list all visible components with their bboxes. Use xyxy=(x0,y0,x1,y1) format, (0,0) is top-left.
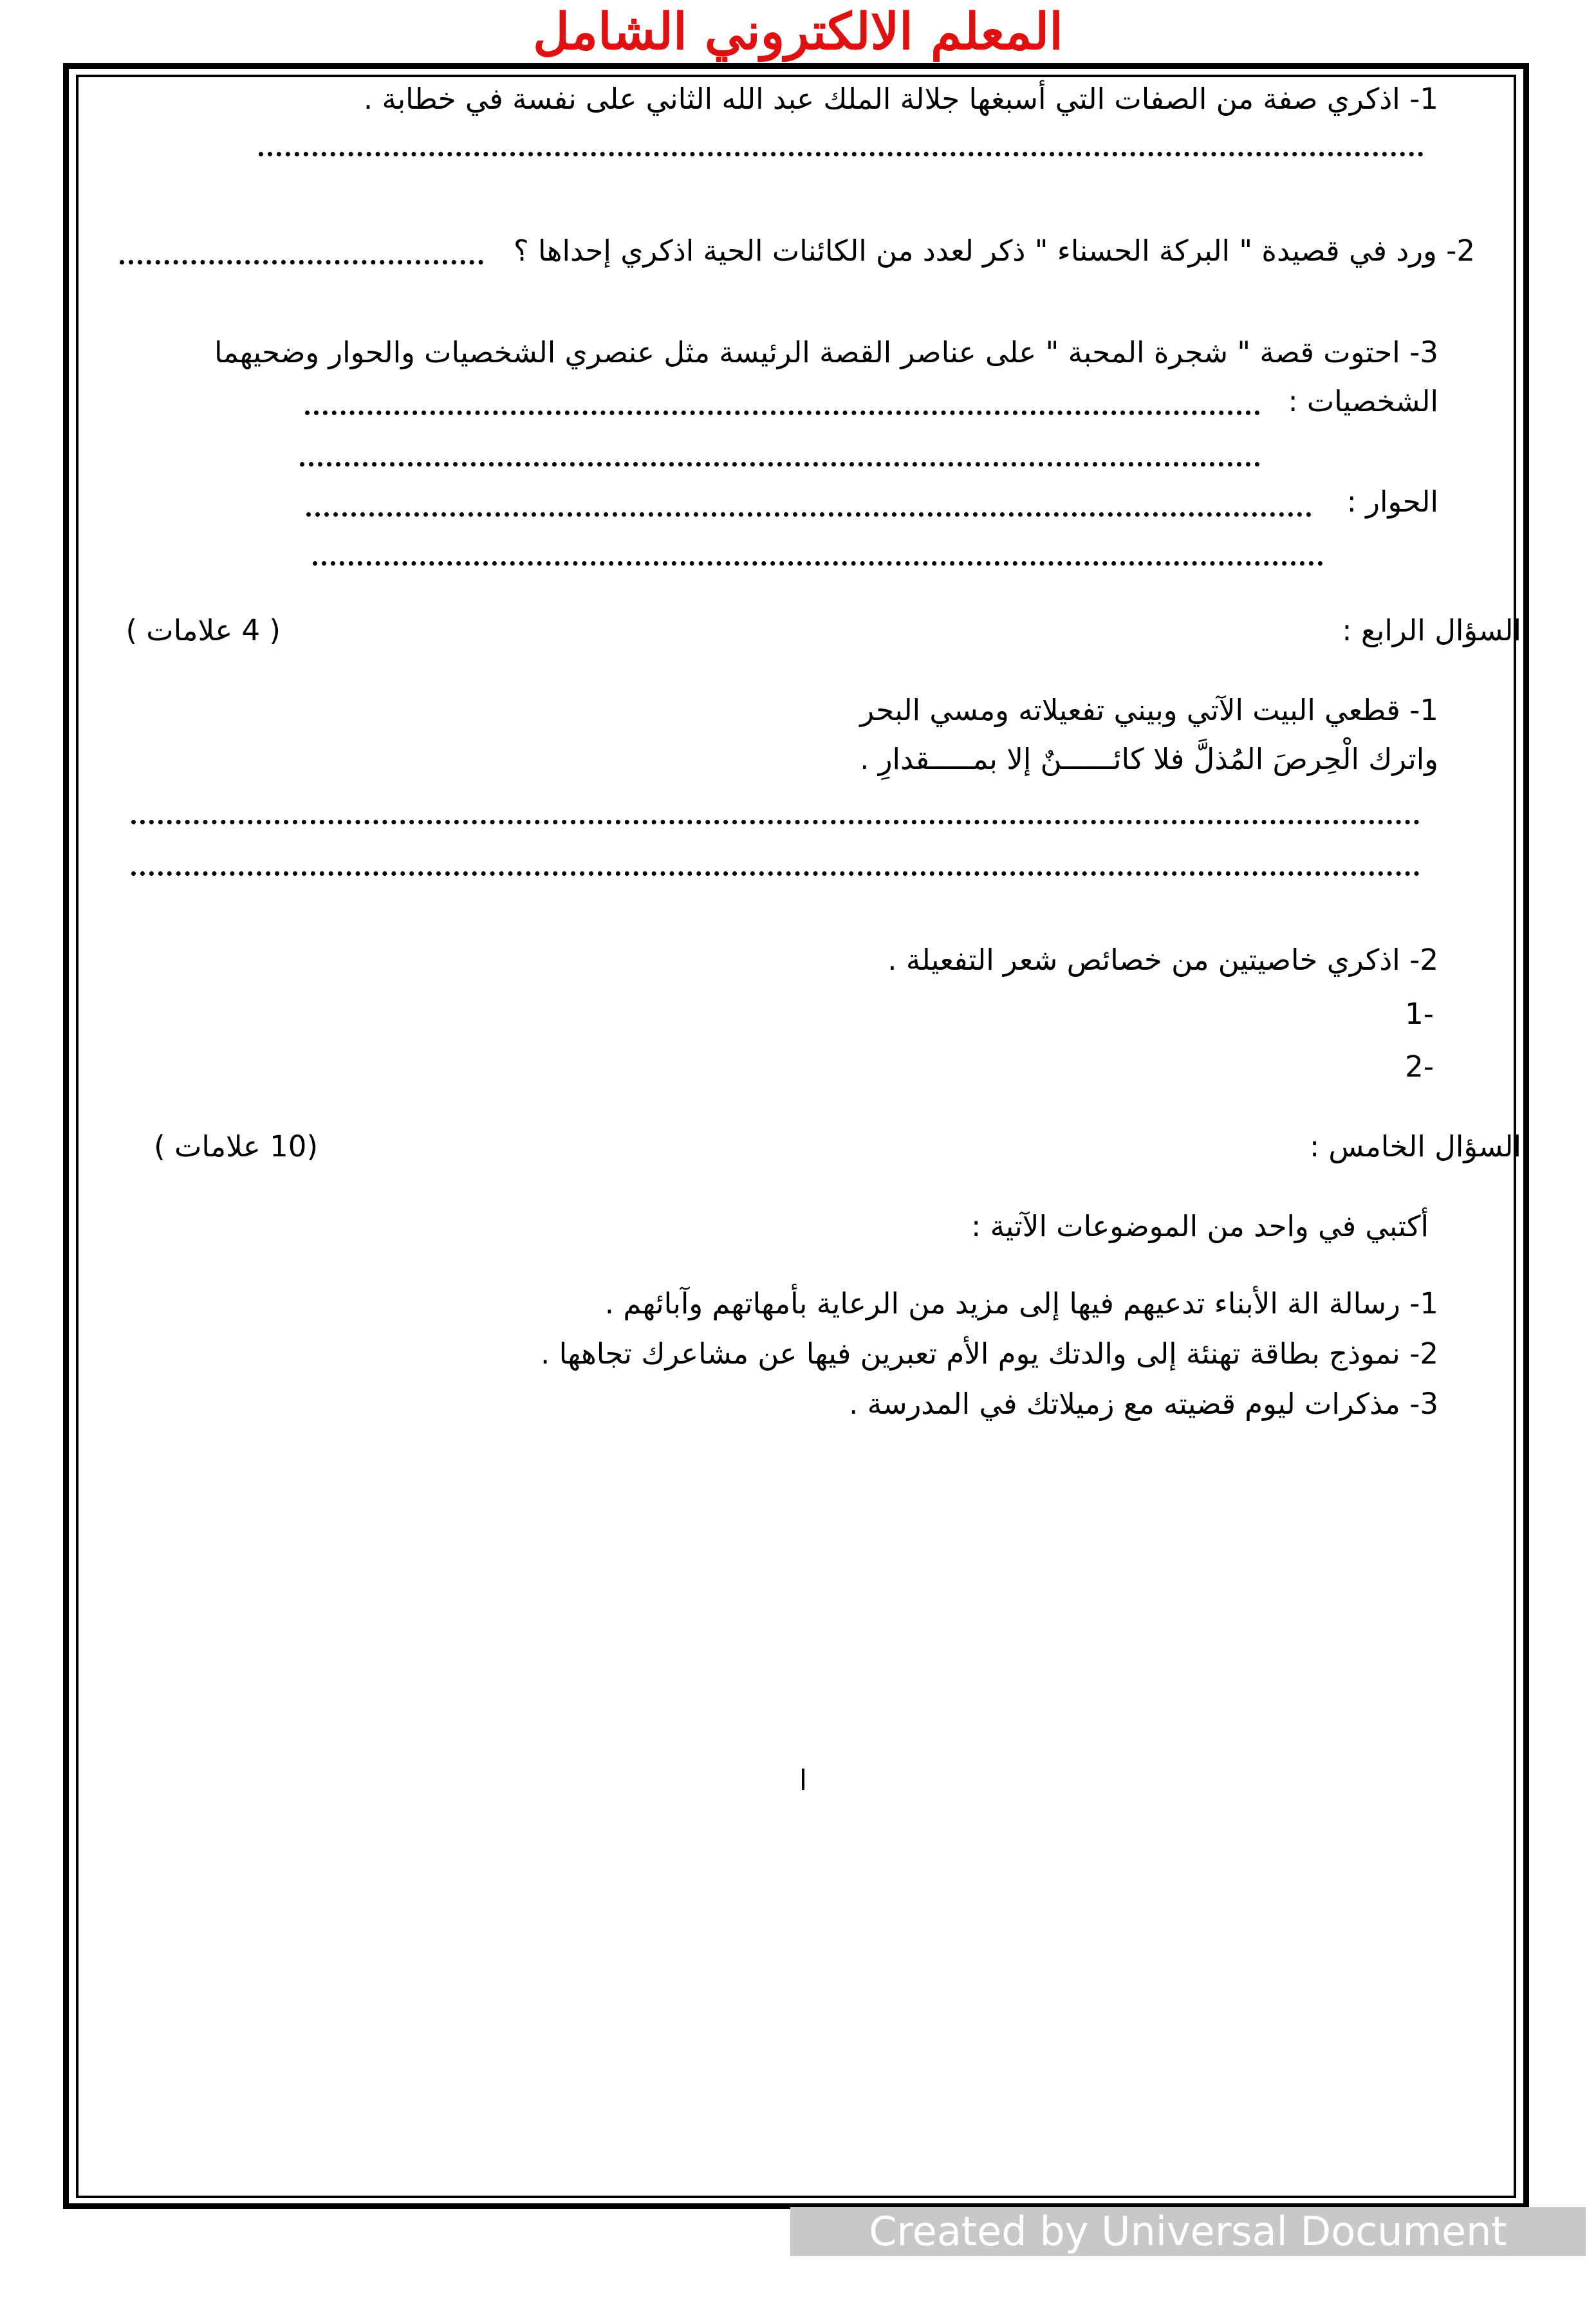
question-3-text: 3- احتوت قصة " شجرة المحبة " على عناصر القصة الرئيسة مثل عنصري الشخصيات والحوار وضحيهما xyxy=(214,335,1438,369)
section-5-marks: (10 علامات ) xyxy=(154,1129,318,1163)
section-5-instruction: أكتبي في واحد من الموضوعات الآتية : xyxy=(971,1209,1429,1243)
poem-verse: واترك الْحِرصَ المُذلَّ فلا كائــــــنٌ إلا بمـــــقدارِ . xyxy=(860,742,1438,776)
section-5-title: السؤال الخامس : xyxy=(1309,1129,1521,1163)
answer-line[interactable] xyxy=(305,411,1260,415)
answer-line[interactable] xyxy=(131,871,1420,876)
page-number: ا xyxy=(799,1764,808,1797)
answer-line[interactable] xyxy=(306,512,1312,517)
characters-label: الشخصيات : xyxy=(1288,384,1438,418)
section-4-title: السؤال الرابع : xyxy=(1342,613,1521,647)
answer-line[interactable] xyxy=(120,260,483,264)
answer-line[interactable] xyxy=(313,561,1323,566)
page-header-title: المعلم الالكتروني الشامل xyxy=(533,3,1063,61)
dialogue-label: الحوار : xyxy=(1346,485,1438,519)
answer-item-1: -1 xyxy=(1405,997,1434,1031)
topic-item: 3- مذكرات ليوم قضيته مع زميلاتك في المدرسة . xyxy=(849,1387,1438,1421)
section-4-question-2: 2- اذكري خاصيتين من خصائص شعر التفعيلة . xyxy=(887,943,1438,977)
question-2-text: 2- ورد في قصيدة " البركة الحسناء " ذكر لعدد من الكائنات الحية اذكري إحداها ؟ xyxy=(513,234,1475,268)
answer-line[interactable] xyxy=(300,462,1260,467)
question-1-text: 1- اذكري صفة من الصفات التي أسبغها جلالة الملك عبد الله الثاني على نفسة في خطابة . xyxy=(363,82,1438,116)
answer-line[interactable] xyxy=(259,152,1424,156)
answer-line[interactable] xyxy=(131,820,1420,824)
topic-item: 1- رسالة الة الأبناء تدعيهم فيها إلى مزيد من الرعاية بأمهاتهم وآبائهم . xyxy=(604,1286,1438,1320)
topic-item: 2- نموذج بطاقة تهنئة إلى والدتك يوم الأم تعبرين فيها عن مشاعرك تجاهها . xyxy=(540,1337,1438,1371)
section-4-question-1: 1- قطعي البيت الآتي وبيني تفعيلاته ومسي البحر xyxy=(860,693,1438,727)
converter-watermark: Created by Universal Document Converter xyxy=(790,2207,1586,2256)
answer-item-2: -2 xyxy=(1405,1050,1434,1084)
section-4-marks: ( 4 علامات ) xyxy=(125,613,281,647)
